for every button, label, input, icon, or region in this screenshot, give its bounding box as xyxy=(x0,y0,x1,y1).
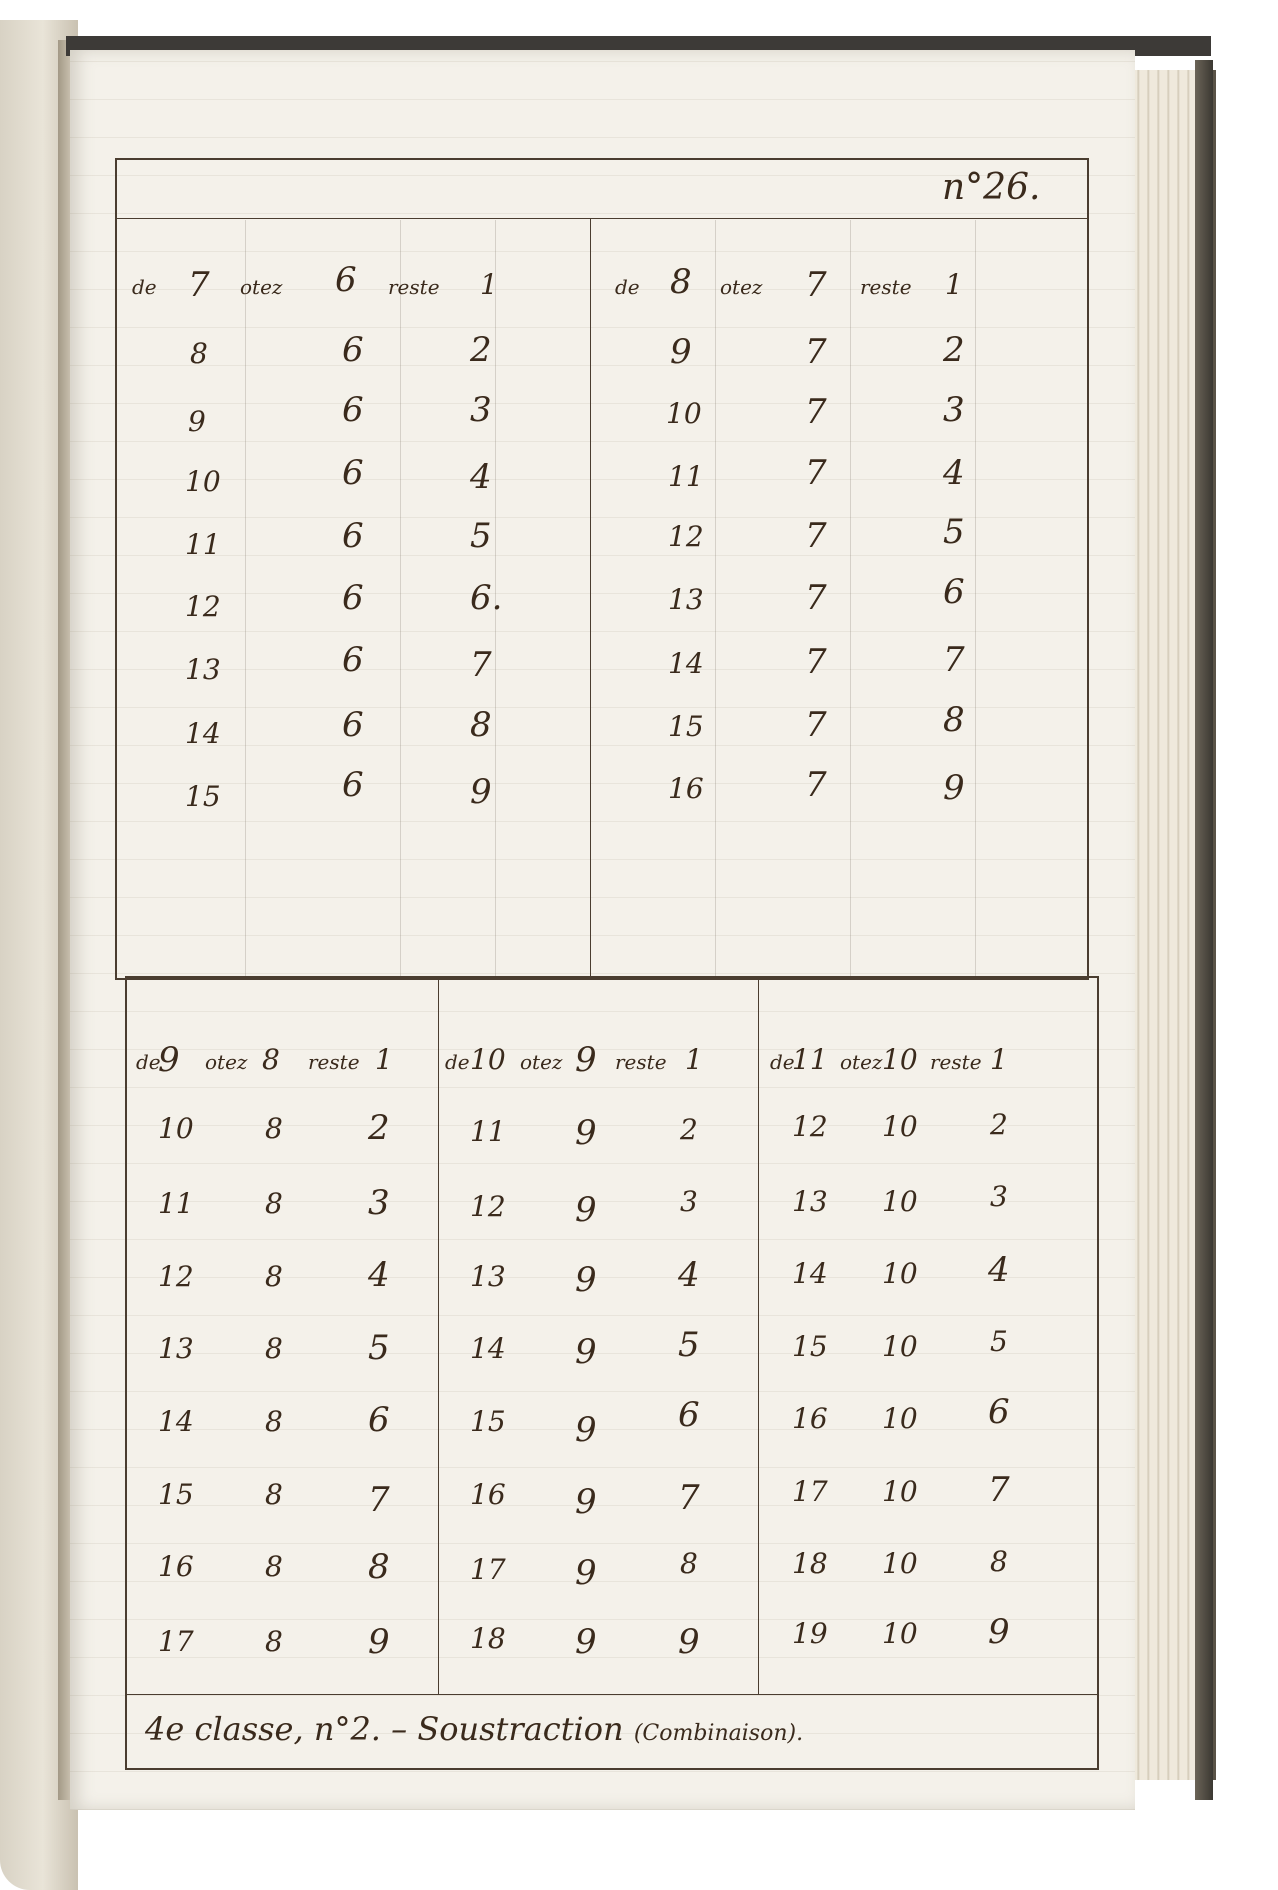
table-header-de: de xyxy=(136,1050,161,1074)
table-cell: 8 xyxy=(470,705,492,745)
table-cell: 11 xyxy=(470,1115,506,1148)
table-cell: 13 xyxy=(792,1185,828,1218)
table-cell: 5 xyxy=(943,512,965,552)
table-cell: 18 xyxy=(792,1547,828,1580)
table-cell: 16 xyxy=(668,772,704,805)
guide-line xyxy=(245,220,246,976)
topic-label: – Soustraction xyxy=(391,1710,624,1748)
footer-rule xyxy=(125,1694,1097,1695)
table-cell: 14 xyxy=(470,1332,506,1365)
table-cell: 6 xyxy=(342,390,364,430)
table-cell: 3 xyxy=(680,1185,698,1218)
table-cell: 14 xyxy=(158,1405,194,1438)
table-header-reste: reste xyxy=(930,1050,982,1074)
table-header-de: de xyxy=(132,275,157,299)
table-cell: 7 xyxy=(470,645,492,685)
table-header-otez: otez xyxy=(205,1050,248,1074)
table-cell: 7 xyxy=(943,640,965,680)
table-cell: 10 xyxy=(882,1475,918,1508)
table-cell: 8 xyxy=(265,1625,283,1658)
table-cell: 12 xyxy=(470,1190,506,1223)
table-cell: 4 xyxy=(368,1255,390,1295)
table-cell: 6 xyxy=(342,640,364,680)
table-header-result: 1 xyxy=(375,1043,393,1076)
table-cell: 2 xyxy=(943,330,965,370)
table-cell: 9 xyxy=(575,1260,597,1300)
table-cell: 7 xyxy=(805,332,827,372)
table-header-subtrahend: 9 xyxy=(575,1040,597,1080)
table-header-result: 1 xyxy=(685,1043,703,1076)
table-cell: 8 xyxy=(265,1550,283,1583)
table-cell: 17 xyxy=(792,1475,828,1508)
table-cell: 9 xyxy=(943,768,965,808)
table-header-otez: otez xyxy=(520,1050,563,1074)
table-cell: 3 xyxy=(368,1183,390,1223)
table-cell: 15 xyxy=(470,1405,506,1438)
table-cell: 4 xyxy=(678,1255,700,1295)
table-cell: 9 xyxy=(470,772,492,812)
table-cell: 8 xyxy=(990,1545,1008,1578)
table-cell: 15 xyxy=(158,1478,194,1511)
table-header-subtrahend: 7 xyxy=(805,265,827,305)
manuscript-page xyxy=(70,50,1135,1810)
table-cell: 3 xyxy=(943,390,965,430)
table-cell: 7 xyxy=(678,1478,700,1518)
table-header-minuend: 7 xyxy=(188,265,210,305)
table-header-minuend: 11 xyxy=(792,1043,828,1076)
table-cell: 9 xyxy=(575,1553,597,1593)
table-cell: 3 xyxy=(990,1180,1008,1213)
table-cell: 8 xyxy=(265,1332,283,1365)
table-cell: 8 xyxy=(265,1478,283,1511)
table-cell: 4 xyxy=(470,457,492,497)
note-label: (Combinaison). xyxy=(633,1721,804,1746)
guide-line xyxy=(850,220,851,976)
class-label: 4e classe, n°2. xyxy=(145,1710,381,1748)
table-cell: 19 xyxy=(792,1617,828,1650)
footer-caption xyxy=(145,1710,803,1748)
table-header-result: 1 xyxy=(990,1043,1008,1076)
table-header-minuend: 8 xyxy=(670,262,692,302)
table-cell: 2 xyxy=(470,330,492,370)
table-cell: 6 xyxy=(342,578,364,618)
table-header-reste: reste xyxy=(860,275,912,299)
table-cell: 9 xyxy=(575,1410,597,1450)
table-cell: 8 xyxy=(368,1547,390,1587)
table-cell: 14 xyxy=(185,717,221,750)
table-cell: 8 xyxy=(265,1187,283,1220)
table-header-subtrahend: 10 xyxy=(882,1043,918,1076)
table-cell: 9 xyxy=(575,1113,597,1153)
table-cell: 2 xyxy=(680,1113,698,1146)
table-cell: 6 xyxy=(342,516,364,556)
table-cell: 16 xyxy=(158,1550,194,1583)
table-cell: 13 xyxy=(158,1332,194,1365)
table-cell: 8 xyxy=(680,1547,698,1580)
table-header-de: de xyxy=(615,275,640,299)
table-cell: 10 xyxy=(882,1330,918,1363)
table-cell: 9 xyxy=(575,1622,597,1662)
table-cell: 10 xyxy=(882,1110,918,1143)
table-cell: 10 xyxy=(185,465,221,498)
table-cell: 9 xyxy=(678,1622,700,1662)
table-cell: 9 xyxy=(988,1612,1010,1652)
table-cell: 4 xyxy=(943,453,965,493)
table-cell: 11 xyxy=(185,528,221,561)
guide-line xyxy=(975,220,976,976)
table-header-minuend: 10 xyxy=(470,1043,506,1076)
table-cell: 10 xyxy=(882,1185,918,1218)
table-cell: 9 xyxy=(670,332,692,372)
table-header-subtrahend: 8 xyxy=(262,1043,280,1076)
table-cell: 8 xyxy=(265,1260,283,1293)
lower-divider-2 xyxy=(758,976,759,1694)
table-cell: 16 xyxy=(470,1478,506,1511)
table-cell: 6 xyxy=(342,765,364,805)
table-header-otez: otez xyxy=(240,275,283,299)
table-cell: 8 xyxy=(265,1112,283,1145)
table-cell: 12 xyxy=(185,590,221,623)
table-cell: 13 xyxy=(185,653,221,686)
table-cell: 7 xyxy=(805,453,827,493)
table-header-result: 1 xyxy=(480,268,498,301)
table-header-minuend: 9 xyxy=(158,1040,180,1080)
table-cell: 6 xyxy=(988,1392,1010,1432)
table-cell: 2 xyxy=(368,1108,390,1148)
table-cell: 6 xyxy=(342,330,364,370)
table-cell: 18 xyxy=(470,1622,506,1655)
table-cell: 13 xyxy=(470,1260,506,1293)
table-cell: 4 xyxy=(988,1250,1010,1290)
table-header-de: de xyxy=(445,1050,470,1074)
table-cell: 9 xyxy=(188,405,206,438)
table-cell: 7 xyxy=(805,765,827,805)
table-cell: 7 xyxy=(988,1470,1010,1510)
table-header-otez: otez xyxy=(840,1050,883,1074)
lower-divider-1 xyxy=(438,976,439,1694)
table-cell: 8 xyxy=(265,1405,283,1438)
page-number: n°26. xyxy=(942,167,1041,208)
table-cell: 6 xyxy=(943,572,965,612)
table-cell: 10 xyxy=(882,1402,918,1435)
table-cell: 7 xyxy=(368,1480,390,1520)
table-cell: 14 xyxy=(668,647,704,680)
table-header-reste: reste xyxy=(388,275,440,299)
table-cell: 10 xyxy=(882,1547,918,1580)
upper-divider xyxy=(590,218,591,976)
table-header-reste: reste xyxy=(615,1050,667,1074)
table-cell: 7 xyxy=(805,642,827,682)
table-header-reste: reste xyxy=(308,1050,360,1074)
table-cell: 10 xyxy=(666,397,702,430)
table-cell: 10 xyxy=(158,1112,194,1145)
table-cell: 12 xyxy=(158,1260,194,1293)
table-cell: 13 xyxy=(668,583,704,616)
book-cover-right xyxy=(1195,60,1213,1800)
table-cell: 7 xyxy=(805,578,827,618)
table-cell: 6 xyxy=(342,705,364,745)
table-cell: 5 xyxy=(990,1325,1008,1358)
table-cell: 12 xyxy=(668,520,704,553)
table-cell: 11 xyxy=(668,460,704,493)
table-cell: 9 xyxy=(575,1482,597,1522)
table-cell: 9 xyxy=(368,1622,390,1662)
table-cell: 10 xyxy=(882,1257,918,1290)
header-rule xyxy=(115,218,1087,219)
table-cell: 3 xyxy=(470,390,492,430)
table-cell: 8 xyxy=(190,337,208,370)
table-header-subtrahend: 6 xyxy=(335,260,357,300)
guide-line xyxy=(715,220,716,976)
table-cell: 16 xyxy=(792,1402,828,1435)
table-cell: 8 xyxy=(943,700,965,740)
table-header-de: de xyxy=(770,1050,795,1074)
table-cell: 9 xyxy=(575,1332,597,1372)
table-cell: 5 xyxy=(368,1328,390,1368)
table-cell: 7 xyxy=(805,516,827,556)
table-cell: 12 xyxy=(792,1110,828,1143)
table-cell: 6 xyxy=(368,1400,390,1440)
table-cell: 11 xyxy=(158,1187,194,1220)
table-cell: 9 xyxy=(575,1190,597,1230)
table-cell: 6 xyxy=(678,1395,700,1435)
table-header-otez: otez xyxy=(720,275,763,299)
table-cell: 7 xyxy=(805,392,827,432)
table-cell: 15 xyxy=(185,780,221,813)
table-cell: 17 xyxy=(470,1553,506,1586)
table-cell: 17 xyxy=(158,1625,194,1658)
table-cell: 5 xyxy=(678,1325,700,1365)
table-cell: 6. xyxy=(470,578,503,618)
table-cell: 15 xyxy=(668,710,704,743)
table-cell: 7 xyxy=(805,705,827,745)
table-cell: 10 xyxy=(882,1617,918,1650)
table-header-result: 1 xyxy=(945,268,963,301)
table-cell: 15 xyxy=(792,1330,828,1363)
table-cell: 14 xyxy=(792,1257,828,1290)
guide-line xyxy=(400,220,401,976)
table-cell: 2 xyxy=(990,1108,1008,1141)
table-cell: 6 xyxy=(342,453,364,493)
table-cell: 5 xyxy=(470,516,492,556)
